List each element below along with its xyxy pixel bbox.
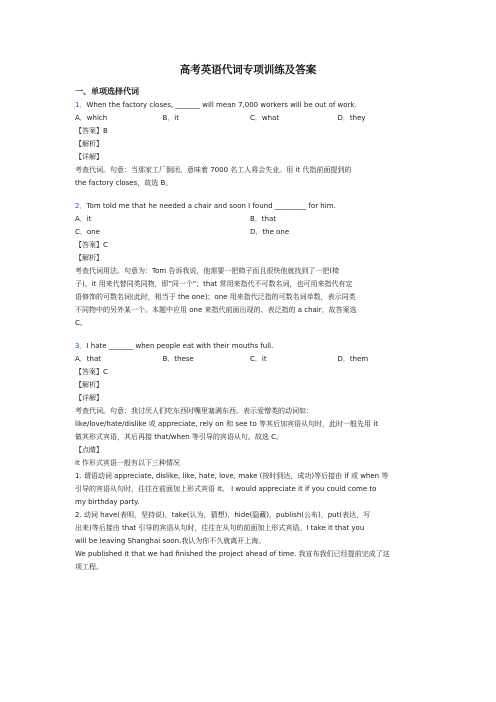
explanation-line: 语修饰的可数名词(此时，相当于 the one)；one 用来指代泛指的可数名词单数，表示同类: [75, 293, 356, 301]
note-line: will be leaving Shanghai soon.我认为你不久就离开上海。: [75, 537, 266, 545]
option-a: A．which: [75, 114, 108, 122]
section-heading: 一、单项选择代词: [75, 87, 139, 96]
option-a: A．it: [75, 215, 92, 223]
note-line: 项工程。: [75, 563, 103, 571]
options-row: [75, 226, 425, 239]
explanation-line: 考查代词用法。句意为：Tom 告诉我说，他需要一把椅子而且很快他就找到了一把(椅: [75, 267, 340, 275]
option-d: D．the one: [250, 228, 290, 236]
note-line: it 作形式宾语一般有以下三种情况: [75, 459, 180, 467]
option-c: C．it: [250, 355, 267, 363]
explanation-line: C。: [75, 319, 87, 327]
option-b: B．these: [162, 355, 194, 363]
explanation-line: 不同物中的另外某一个。本题中应用 one 来指代前面出现的、表泛指的 a chair，故答案选: [75, 306, 357, 314]
note-line: We published it that we had finished the project ahead of time. 我宣布我们已经提前完成了这: [75, 550, 390, 558]
explanation-line: the factory closes，故选 B。: [75, 179, 173, 187]
options-row: [75, 213, 425, 226]
detail-label: 【详解】: [75, 153, 103, 161]
options-row: [75, 112, 425, 125]
note-line: 1. 谓语动词 appreciate, dislike, like, hate, love, make (按时到达，成功)等后接由 if 或 when 等: [75, 472, 389, 480]
question-2: [75, 200, 425, 330]
explanation-line: 子)。it 用来代替同类同物，即"同一个"；that 常用来指代不可数名词，也可用来指代有定: [75, 280, 353, 288]
question-stem: [75, 200, 425, 213]
options-row: [75, 353, 425, 366]
question-3: [75, 340, 425, 574]
analysis-label: 【解析】: [75, 254, 103, 262]
note-line: 引导的宾语从句时，往往在前面加上形式宾语 it。 I would appreciate it if you could come to: [75, 485, 377, 493]
point-label: 【点睛】: [75, 446, 103, 454]
option-a: A．that: [75, 355, 102, 363]
detail-label: 【详解】: [75, 394, 103, 402]
explanation-line: 考查代词。句意：当那家工厂倒闭，意味着 7000 名工人将会失业。用 it 代指前面提到的: [75, 166, 352, 174]
explanation-line: 做其形式宾语，其后再接 that/when 等引导的宾语从句。故选 C。: [75, 433, 284, 441]
question-number: 1．: [75, 101, 87, 109]
note-line: my birthday party.: [75, 498, 140, 506]
question-number: 3．: [75, 342, 87, 350]
answer-label: 【答案】B: [75, 127, 108, 135]
question-1: [75, 99, 425, 190]
option-b: B．that: [250, 215, 277, 223]
question-stem: [75, 340, 425, 353]
question-text: I hate _______ when people eat with their mouths full.: [86, 342, 274, 350]
document-body: [75, 85, 425, 584]
question-number: 2．: [75, 202, 87, 210]
analysis-label: 【解析】: [75, 381, 103, 389]
option-c: C．one: [75, 228, 100, 236]
explanation-line: 考查代词。句意：我讨厌人们吃东西时嘴里塞满东西。表示爱憎类的动词如：: [75, 407, 313, 415]
option-d: D．they: [337, 114, 366, 122]
question-text: Tom told me that he needed a chair and soon I found _________ for him.: [86, 202, 336, 210]
note-line: 2. 动词 have(表明，坚持说)，take(认为，猜想)，hide(隐藏)，publish(公布)，put(表达，写: [75, 511, 371, 519]
question-stem: [75, 99, 425, 112]
note-line: 出来)等后接由 that 引导的宾语从句时，往往在从句的前面加上形式宾语。I take it that you: [75, 524, 365, 532]
option-d: D．them: [337, 355, 369, 363]
analysis-label: 【解析】: [75, 140, 103, 148]
answer-label: 【答案】C: [75, 368, 108, 376]
option-b: B．it: [162, 114, 179, 122]
question-text: When the factory closes, _______ will mean 7,000 workers will be out of work.: [86, 101, 357, 109]
option-c: C．what: [250, 114, 280, 122]
page-title: 高考英语代词专项训练及答案: [179, 64, 317, 76]
answer-label: 【答案】C: [75, 241, 108, 249]
explanation-line: like/love/hate/dislike 或 appreciate, rely on 和 see to 等其后加宾语从句时，此时一般先用 it: [75, 420, 378, 428]
